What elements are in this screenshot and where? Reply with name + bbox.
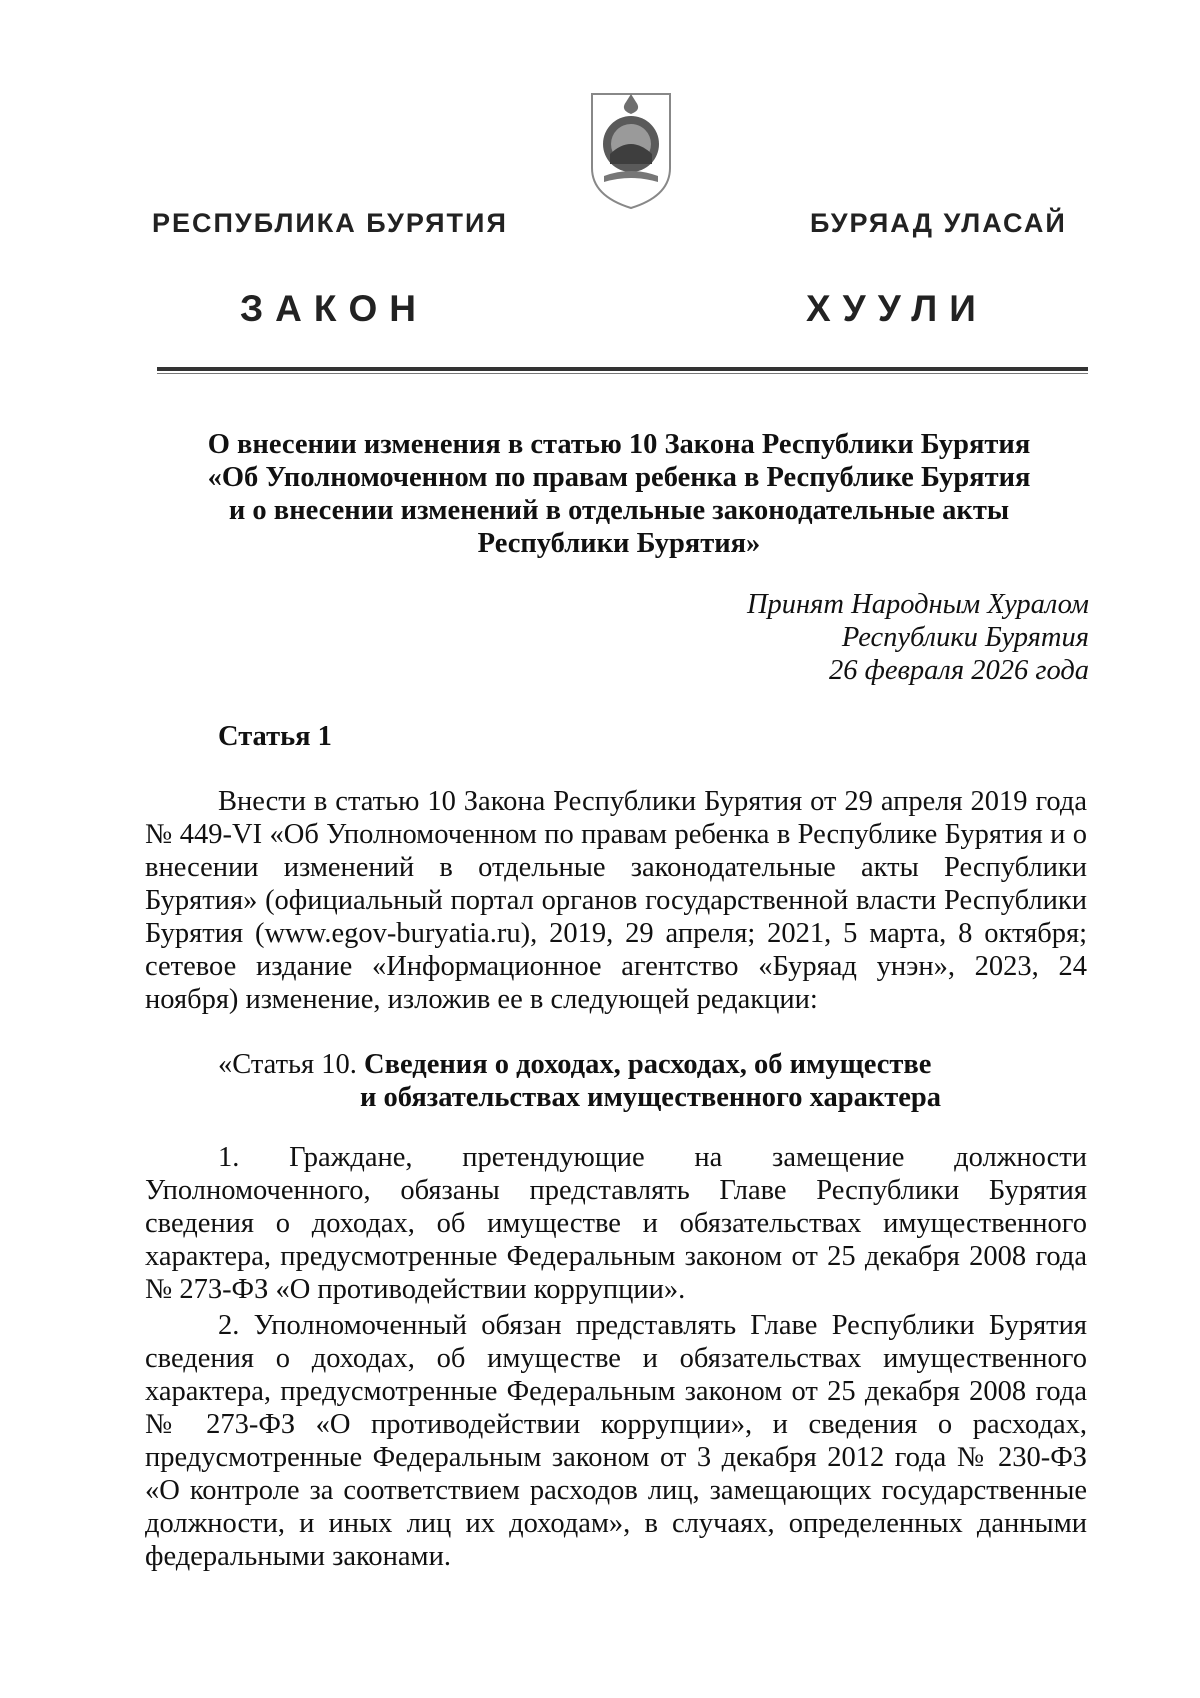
article-10-title-line2: и обязательствах имущественного характера [360, 1082, 942, 1113]
article-1-text: Внести в статью 10 Закона Республики Бурятия от 29 апреля 2019 года № 449-VI «Об Уполномоченном по правам ребенка в Республике Бурятия и о внесении изменений в отдельные законодательные акты Республики Бурятия» (официальный портал органов государственной власти Республики Бурятия (www.egov-buryatia.ru), 2019, 29 апреля; 2021, 5 марта, 8 октября; сетевое издание «Информационное агентство «Буряад унэн», 2023, 24 ноября) изменение, изложив ее в следующей редакции: [145, 786, 1087, 1015]
adoption-line: Принят Народным Хуралом [746, 589, 1089, 620]
article-1-heading: Статья 1 [218, 721, 332, 752]
law-title-line: и о внесении изменений в отдельные законодательные акты [228, 495, 1010, 526]
article-10-title-line1: Сведения о доходах, расходах, об имуществе [364, 1049, 932, 1080]
article-10-prefix: «Статья 10. [218, 1049, 357, 1080]
law-title-line: «Об Уполномоченном по правам ребенка в Республике Бурятия [207, 462, 1031, 493]
article-10-item-1: 1. Граждане, претендующие на замещение должности Уполномоченного, обязаны представлять Главе Республики Бурятия сведения о доходах, об имуществе и обязательствах имущественного характера, предусмотренные Федеральным законом от 25 декабря 2008 года № 273-ФЗ «О противодействии коррупции». [145, 1142, 1087, 1305]
adoption-note [747, 588, 1089, 687]
header-divider-thin [157, 373, 1088, 374]
law-title [150, 428, 1088, 560]
adoption-date: 26 февраля 2026 года [829, 655, 1089, 686]
adoption-line: Республики Бурятия [841, 622, 1089, 653]
header-divider [157, 367, 1088, 371]
article-10-item-2: 2. Уполномоченный обязан представлять Главе Республики Бурятия сведения о доходах, об имуществе и обязательствах имущественного характера, предусмотренные Федеральным законом от 25 декабря 2008 года № 273-ФЗ «О противодействии коррупции», и сведения о расходах, предусмотренные Федеральным законом от 3 декабря 2012 года № 230-ФЗ «О контроле за соответствием расходов лиц, замещающих государственные должности, и иных лиц их доходам», в случаях, определенных данными федеральными законами. [145, 1310, 1087, 1572]
header-region-ru: РЕСПУБЛИКА БУРЯТИЯ [152, 208, 508, 238]
law-title-line: О внесении изменения в статью 10 Закона Республики Бурятия [207, 429, 1031, 460]
header-region-bua: БУРЯАД УЛАСАЙ [810, 208, 1067, 238]
article-10-heading [218, 1048, 941, 1114]
header-doctype-bua: ХУУЛИ [806, 288, 988, 329]
coat-of-arms-icon [586, 84, 676, 212]
header-doctype-ru: ЗАКОН [240, 288, 428, 329]
law-title-line: Республики Бурятия» [477, 528, 761, 559]
